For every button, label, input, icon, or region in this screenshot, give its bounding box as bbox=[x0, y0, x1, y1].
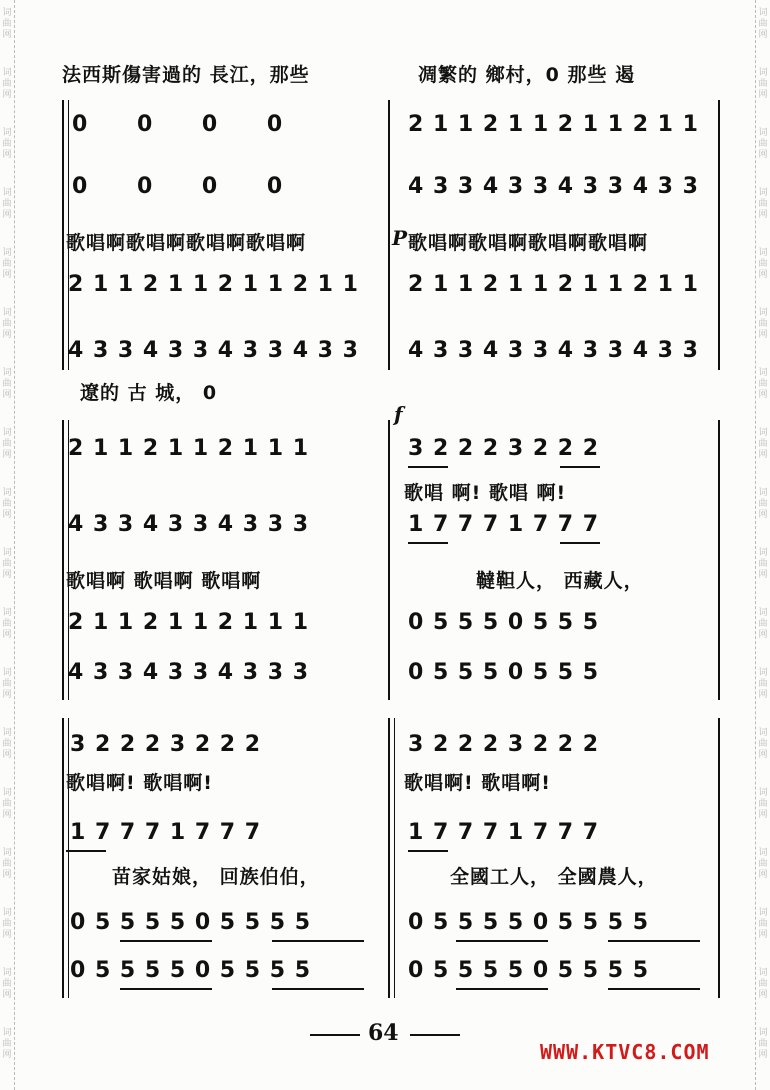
staff-1-3-right: 2 1 1 2 1 1 2 1 1 2 1 1 bbox=[408, 272, 699, 297]
watermark-glyph: 词 曲 网 bbox=[2, 248, 12, 280]
staff-3-2-left: 1 7 7 7 1 7 7 7 bbox=[70, 820, 262, 845]
lyric-line-2-left: 遼的 古 城， 0 bbox=[80, 382, 218, 404]
watermark-glyph: 词 曲 网 bbox=[758, 308, 768, 340]
staff-3-1-left: 3 2 2 2 3 2 2 2 bbox=[70, 732, 262, 757]
dynamic-piano: P bbox=[392, 226, 408, 250]
staff-2-4-right: 0 5 5 5 0 5 5 5 bbox=[408, 660, 600, 685]
watermark-glyph: 词 曲 网 bbox=[2, 968, 12, 1000]
watermark-glyph: 词 曲 网 bbox=[2, 848, 12, 880]
watermark-glyph: 词 曲 网 bbox=[2, 548, 12, 580]
watermark-glyph: 词 曲 网 bbox=[2, 68, 12, 100]
barline-3-inner bbox=[394, 718, 395, 998]
underline-2-1 bbox=[408, 466, 448, 468]
underline-3-4 bbox=[120, 988, 212, 990]
barline-3-end bbox=[718, 718, 720, 998]
watermark-glyph: 词 曲 网 bbox=[2, 488, 12, 520]
staff-1-4-left: 4 3 3 4 3 3 4 3 3 4 3 3 bbox=[68, 338, 359, 363]
staff-1-2-right: 4 3 3 4 3 3 4 3 3 4 3 3 bbox=[408, 174, 699, 199]
underline-3-3c bbox=[456, 940, 548, 942]
underline-3-4d bbox=[608, 988, 700, 990]
watermark-glyph: 词 曲 网 bbox=[2, 128, 12, 160]
underline-2-2 bbox=[408, 542, 448, 544]
watermark-glyph: 词 曲 网 bbox=[2, 8, 12, 40]
underline-2-2b bbox=[560, 542, 600, 544]
underline-3-4c bbox=[456, 988, 548, 990]
staff-3-3-right: 0 5 5 5 5 0 5 5 5 5 bbox=[408, 910, 650, 935]
watermark-glyph: 词 曲 网 bbox=[2, 368, 12, 400]
lyric-3-2-left: 苗家姑娘， 回族伯伯， bbox=[112, 866, 320, 888]
barline-2 bbox=[388, 420, 390, 700]
watermark-glyph: 词 曲 网 bbox=[758, 428, 768, 460]
lyric-3-1-left: 歌唱啊! 歌唱啊! bbox=[66, 772, 213, 794]
barline-3 bbox=[388, 718, 390, 998]
watermark-glyph: 词 曲 网 bbox=[758, 608, 768, 640]
lyric-3-1-right: 歌唱啊! 歌唱啊! bbox=[404, 772, 551, 794]
lyric-line-1-left: 法西斯傷害過的 長江，那些 bbox=[62, 64, 310, 86]
page-number: 64 bbox=[368, 1020, 399, 1046]
barline-1 bbox=[388, 100, 390, 370]
choir-lyric-1-left: 歌唱啊歌唱啊歌唱啊歌唱啊 bbox=[66, 232, 307, 254]
underline-3-3d bbox=[608, 940, 700, 942]
watermark-glyph: 词 曲 网 bbox=[2, 308, 12, 340]
staff-3-2-right: 1 7 7 7 1 7 7 7 bbox=[408, 820, 600, 845]
choir-lyric-2-left: 歌唱啊 歌唱啊 歌唱啊 bbox=[66, 570, 262, 592]
pageno-dash-left bbox=[310, 1034, 360, 1036]
staff-3-4-right: 0 5 5 5 5 0 5 5 5 5 bbox=[408, 958, 650, 983]
watermark-glyph: 词 曲 网 bbox=[2, 728, 12, 760]
staff-1-1-left: 0 0 0 0 bbox=[72, 112, 284, 137]
choir-lyric-1-right: 歌唱啊歌唱啊歌唱啊歌唱啊 bbox=[408, 232, 649, 254]
system-bracket-2 bbox=[62, 420, 64, 700]
staff-2-1-left: 2 1 1 2 1 1 2 1 1 1 bbox=[68, 436, 310, 461]
staff-1-4-right: 4 3 3 4 3 3 4 3 3 4 3 3 bbox=[408, 338, 699, 363]
site-watermark: WWW.KTVC8.COM bbox=[540, 1040, 710, 1064]
watermark-glyph: 词 曲 网 bbox=[2, 1028, 12, 1060]
staff-3-1-right: 3 2 2 2 3 2 2 2 bbox=[408, 732, 600, 757]
barline-1-end bbox=[718, 100, 720, 370]
watermark-glyph: 词 曲 网 bbox=[758, 8, 768, 40]
watermark-glyph: 词 曲 网 bbox=[758, 908, 768, 940]
underline-3-2 bbox=[66, 850, 106, 852]
watermark-glyph: 词 曲 网 bbox=[758, 188, 768, 220]
system-bracket-1 bbox=[62, 100, 64, 370]
staff-1-1-right: 2 1 1 2 1 1 2 1 1 2 1 1 bbox=[408, 112, 699, 137]
watermark-glyph: 词 曲 网 bbox=[2, 788, 12, 820]
staff-2-4-left: 4 3 3 4 3 3 4 3 3 3 bbox=[68, 660, 310, 685]
staff-2-3-right: 0 5 5 5 0 5 5 5 bbox=[408, 610, 600, 635]
choir-lyric-2-right: 韃靼人， 西藏人， bbox=[476, 570, 644, 592]
watermark-strip-right bbox=[755, 0, 770, 1090]
system-bracket-2-inner bbox=[68, 420, 69, 700]
staff-2-3-left: 2 1 1 2 1 1 2 1 1 1 bbox=[68, 610, 310, 635]
staff-2-1-right: 3 2 2 2 3 2 2 2 bbox=[408, 436, 600, 461]
watermark-glyph: 词 曲 网 bbox=[758, 1028, 768, 1060]
staff-1-2-left: 0 0 0 0 bbox=[72, 174, 284, 199]
watermark-glyph: 词 曲 网 bbox=[758, 68, 768, 100]
underline-3-2b bbox=[408, 850, 448, 852]
dynamic-forte: f bbox=[394, 402, 403, 426]
staff-1-3-left: 2 1 1 2 1 1 2 1 1 2 1 1 bbox=[68, 272, 359, 297]
lyric-line-1-right: 凋繁的 鄉村，0 那些 遏 bbox=[418, 64, 636, 86]
watermark-glyph: 词 曲 网 bbox=[758, 728, 768, 760]
watermark-glyph: 词 曲 网 bbox=[2, 188, 12, 220]
staff-2-2-right: 1 7 7 7 1 7 7 7 bbox=[408, 512, 600, 537]
system-bracket-3 bbox=[62, 718, 64, 998]
watermark-glyph: 词 曲 网 bbox=[2, 908, 12, 940]
watermark-glyph: 词 曲 网 bbox=[758, 488, 768, 520]
barline-2-end bbox=[718, 420, 720, 700]
underline-3-4b bbox=[272, 988, 364, 990]
underline-3-3b bbox=[272, 940, 364, 942]
staff-2-2-left: 4 3 3 4 3 3 4 3 3 3 bbox=[68, 512, 310, 537]
watermark-glyph: 词 曲 网 bbox=[758, 968, 768, 1000]
watermark-glyph: 词 曲 网 bbox=[2, 428, 12, 460]
pageno-dash-right bbox=[410, 1034, 460, 1036]
lyric-2-2-right: 歌唱 啊! 歌唱 啊! bbox=[404, 482, 567, 504]
underline-3-3 bbox=[120, 940, 212, 942]
watermark-glyph: 词 曲 网 bbox=[758, 668, 768, 700]
system-bracket-3-inner bbox=[68, 718, 69, 998]
watermark-glyph: 词 曲 网 bbox=[758, 848, 768, 880]
watermark-glyph: 词 曲 网 bbox=[758, 128, 768, 160]
watermark-glyph: 词 曲 网 bbox=[758, 788, 768, 820]
watermark-strip-left bbox=[0, 0, 15, 1090]
watermark-glyph: 词 曲 网 bbox=[2, 608, 12, 640]
watermark-glyph: 词 曲 网 bbox=[2, 668, 12, 700]
watermark-glyph: 词 曲 网 bbox=[758, 368, 768, 400]
staff-3-4-left: 0 5 5 5 5 0 5 5 5 5 bbox=[70, 958, 312, 983]
watermark-glyph: 词 曲 网 bbox=[758, 548, 768, 580]
lyric-3-2-right: 全國工人， 全國農人， bbox=[450, 866, 658, 888]
staff-3-3-left: 0 5 5 5 5 0 5 5 5 5 bbox=[70, 910, 312, 935]
watermark-glyph: 词 曲 网 bbox=[758, 248, 768, 280]
underline-2-1b bbox=[560, 466, 600, 468]
